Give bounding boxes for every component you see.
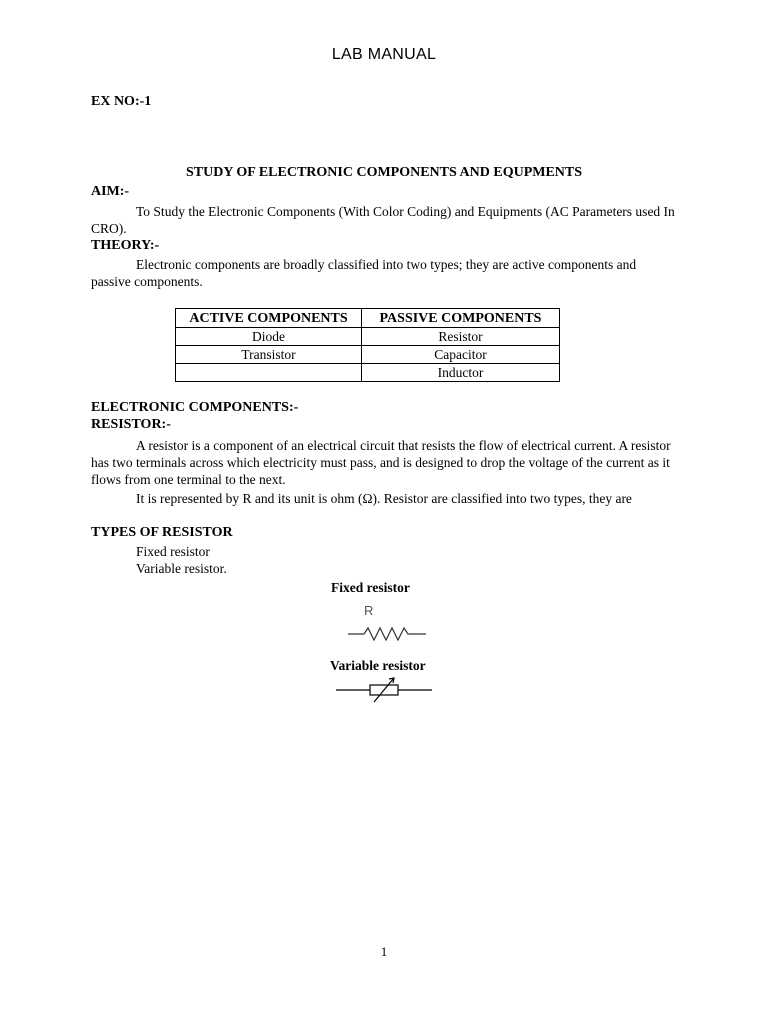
theory-heading: THEORY:- <box>91 238 160 253</box>
aim-heading: AIM:- <box>91 184 130 199</box>
aim-text: To Study the Electronic Components (With Color Coding) and Equipments (AC Parameters used In CRO). <box>91 204 675 236</box>
table-header-row <box>176 309 560 328</box>
type-item-variable: Variable resistor. <box>136 561 227 576</box>
table-cell: Diode <box>176 328 362 346</box>
page-number: 1 <box>380 944 388 959</box>
types-heading: TYPES OF RESISTOR <box>91 525 233 540</box>
table-header-active: ACTIVE COMPONENTS <box>176 309 362 328</box>
resistor-definition: A resistor is a component of an electrical circuit that resists the flow of electrical current. A resistor has two terminals across which electricity must pass, and is designed to drop the voltage of the current as it flows from one terminal to the next. <box>91 438 671 487</box>
components-table <box>175 308 560 382</box>
table-cell: Inductor <box>362 364 560 382</box>
electronic-components-heading: ELECTRONIC COMPONENTS:- <box>91 400 299 415</box>
table-row <box>176 364 560 382</box>
theory-text: Electronic components are broadly classified into two types; they are active components and passive components. <box>91 257 637 289</box>
experiment-title: STUDY OF ELECTRONIC COMPONENTS AND EQUPMENTS <box>185 165 583 180</box>
page-header: LAB MANUAL <box>331 46 437 63</box>
table-cell: Resistor <box>362 328 560 346</box>
table-cell <box>176 364 362 382</box>
table-row <box>176 328 560 346</box>
table-row <box>176 346 560 364</box>
resistor-heading: RESISTOR:- <box>91 417 171 432</box>
fixed-resistor-caption: Fixed resistor <box>331 580 410 595</box>
table-cell: Transistor <box>176 346 362 364</box>
fixed-resistor-symbol <box>346 620 430 644</box>
resistor-representation: It is represented by R and its unit is ohm (Ω). Resistor are classified into two types, they are <box>136 491 632 506</box>
experiment-number: EX NO:-1 <box>91 94 152 109</box>
resistor-symbol-label: R <box>364 603 374 618</box>
table-cell: Capacitor <box>362 346 560 364</box>
variable-resistor-caption: Variable resistor <box>330 658 426 673</box>
type-item-fixed: Fixed resistor <box>136 544 210 559</box>
variable-resistor-symbol <box>334 675 434 705</box>
table-header-passive: PASSIVE COMPONENTS <box>362 309 560 328</box>
